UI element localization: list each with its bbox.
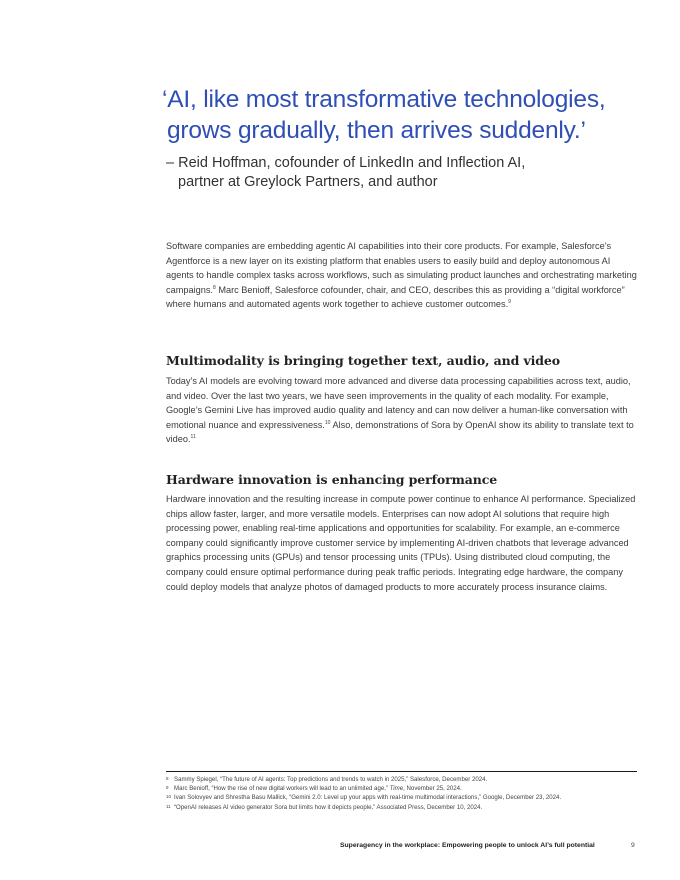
footnotes [166,775,646,812]
footnote-number: 9 [166,785,169,791]
footnote-10 [166,793,646,802]
attribution-line-1: – Reid Hoffman, cofounder of LinkedIn and Inflection AI, [166,155,526,171]
multimodality-text-a: Today’s AI models are evolving toward more advanced and diverse data processing capabilities across text, audio, and video. Over the last two years, we have seen improvements in the quality of each modality. For example, Google’s Gemini Live has improved audio quality and latency and can now deliver a human-like conversation with emotional nuance and expressiveness. [166,376,631,430]
hardware-paragraph: Hardware innovation and the resulting increase in compute power continue to enhance AI performance. Specialized chips allow faster, larger, and more versatile models. Enterprises can now adopt AI solutions that require high processing power, enabling real-time applications and opportunities for scalability. For example, an e-commerce company could significantly improve customer service by implementing AI-driven chatbots that leverage advanced graphics processing units (GPUs) and tensor processing units (TPUs). Using distributed cloud computing, the company could ensure optimal performance during peak traffic periods. Integrating edge hardware, the company could deploy models that analyze photos of damaged products to more accurately process insurance claims. [166,494,636,592]
footnote-ref-8[interactable]: 8 [212,284,216,291]
quote-attribution [166,154,606,192]
footnote-number: 10 [166,794,172,800]
footer-report-title: Superagency in the workplace: Empowering people to unlock AI’s full potential [340,842,595,849]
intro-text-b: Marc Benioff, Salesforce cofounder, chair, and CEO, describes this as providing a “digital workforce” where humans and automated agents work together to achieve customer outcomes. [166,284,625,310]
footnote-divider [166,771,637,772]
intro-paragraph [166,239,638,312]
footnote-number: 11 [166,803,171,809]
attribution-line-2: partner at Greylock Partners, and author [178,174,438,190]
page-number: 9 [631,842,635,849]
footnote-publication: Time [389,785,404,793]
pull-quote [162,84,652,146]
intro-text-a: Software companies are embedding agentic AI capabilities into their core products. For example, Salesforce’s Agentforce is a new layer on its existing platform that enables users to easily build and deploy autonomous AI agents to handle complex tasks across workflows, such as simulating product launches and orchestrating marketing campaigns. [166,241,637,295]
footnote-8 [166,775,646,784]
multimodality-paragraph [166,374,638,447]
footnote-number: 8 [166,776,169,781]
footnote-text-a: Marc Benioff, “How the rise of new digital workers will lead to an unlimited age,” [174,785,390,793]
footnote-text: “OpenAI releases AI video generator Sora but limits how it depicts people,” Associated Press, December 10, 2024. [174,803,483,811]
footnote-ref-9[interactable]: 9 [508,299,511,306]
footnote-9 [166,784,646,793]
footnote-ref-11[interactable]: 11 [190,434,196,441]
footnote-ref-10[interactable]: 10 [324,419,331,426]
footnote-text-b: , November 25, 2024. [403,785,462,793]
page-footer [340,842,640,849]
footnote-text: Ivan Solovyev and Shrestha Basu Mallick, “Gemini 2.0: Level up your apps with real-time multimodal interactions,” Google, December 23, 2024. [174,794,562,802]
footnote-text: Sammy Spiegel, “The future of AI agents: Top predictions and trends to watch in 2025,” Salesforce, December 2024. [174,776,488,783]
multimodality-heading: Multimodality is bringing together text, audio, and video [166,353,561,368]
footnote-11 [166,803,646,812]
pull-quote-line-2: grows gradually, then arrives suddenly.’ [167,117,586,144]
pull-quote-line-1: ‘AI, like most transformative technologies, [162,86,606,113]
hardware-heading: Hardware innovation is enhancing performance [166,472,498,487]
multimodality-text-b: Also, demonstrations of Sora by OpenAI show its ability to translate text to video. [166,419,634,445]
